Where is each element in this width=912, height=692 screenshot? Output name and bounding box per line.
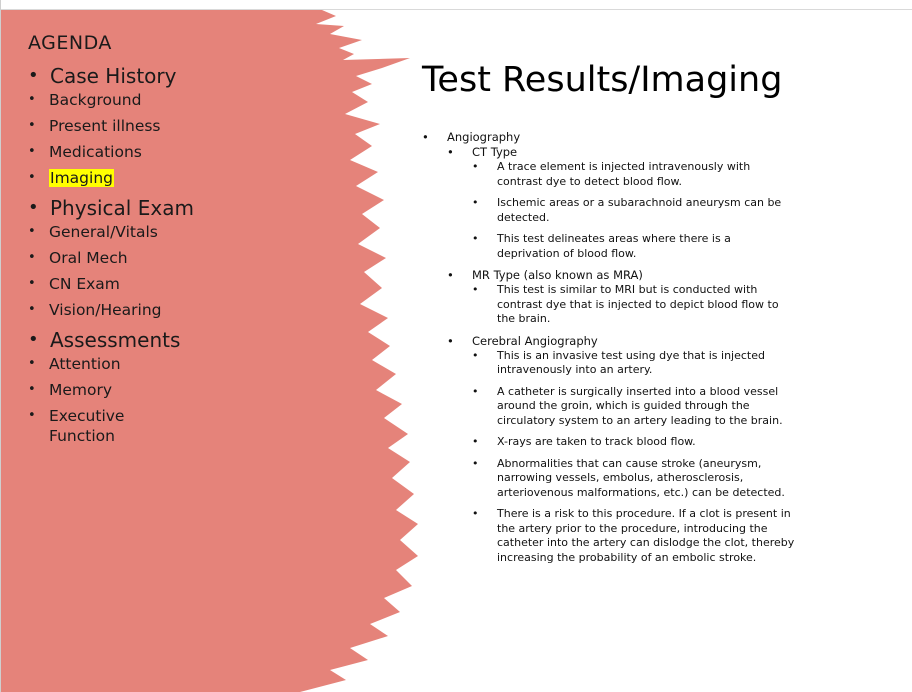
agenda-item-vision-hearing: • Vision/Hearing [28,300,268,320]
agenda-item-executive-function: • Executive Function [28,406,139,446]
agenda-subitems [28,222,268,320]
list-item: • This test is similar to MRI but is conducted with contrast dye that is injected to depict blood flow to the brain. [472,283,797,327]
agenda-item-cn-exam: • CN Exam [28,274,268,294]
agenda-item-imaging [28,168,268,188]
point-list [472,349,862,566]
agenda-item-attention: • Attention [28,354,268,374]
highlighted-current-item: Imaging [50,169,113,187]
subtopic-mr-type [447,268,862,327]
agenda-item-oral-mech: • Oral Mech [28,248,268,268]
agenda-subitems [28,90,268,188]
list-item: • X-rays are taken to track blood flow. [472,435,797,450]
list-item: • Ischemic areas or a subarachnoid aneurysm can be detected. [472,196,797,225]
point-list [472,283,862,327]
slide-title: Test Results/Imaging [422,60,783,100]
list-item: • A trace element is injected intravenously with contrast dye to detect blood flow. [472,160,797,189]
slide-canvas [0,10,912,692]
agenda-panel [28,32,268,452]
agenda-section-case-history [28,62,268,188]
topic-list [422,130,862,565]
subtopic-ct-type [447,145,862,261]
topic-item [422,130,862,565]
topic-label: Angiography [447,130,521,144]
agenda-section-label: • Physical Exam [28,194,268,222]
list-item: • This is an invasive test using dye that is injected intravenously into an artery. [472,349,797,378]
list-item: • There is a risk to this procedure. If a clot is present in the artery prior to the procedure, introducing the catheter into the artery can dislodge the clot, thereby increasing the probability of an embolic stroke. [472,507,797,565]
list-item: • A catheter is surgically inserted into a blood vessel around the groin, which is guided through the circulatory system to an artery leading to the brain. [472,385,797,429]
agenda-item-memory: • Memory [28,380,268,400]
list-item: • This test delineates areas where there is a deprivation of blood flow. [472,232,797,261]
window-left-edge [0,0,1,692]
agenda-item-background: • Background [28,90,268,110]
subtopic-label: MR Type (also known as MRA) [472,268,643,282]
agenda-item-medications: • Medications [28,142,268,162]
window-top-edge [0,0,912,10]
subtopic-list [447,145,862,565]
point-list [472,160,862,261]
agenda-section-label: • Assessments [28,326,268,354]
slide-content [422,130,862,572]
agenda-section-assessments [28,326,268,446]
agenda-sections [28,62,268,446]
subtopic-label: Cerebral Angiography [472,333,598,348]
subtopic-cerebral-angiography [447,334,862,566]
list-item: • Abnormalities that can cause stroke (aneurysm, narrowing vessels, embolus, atherosclerosis, arteriovenous malformations, etc.) can be detected. [472,457,797,501]
subtopic-label: CT Type [472,145,518,159]
agenda-title: AGENDA [28,32,112,54]
agenda-section-physical-exam [28,194,268,320]
agenda-section-label: • Case History [28,62,268,90]
agenda-item-general-vitals: • General/Vitals [28,222,268,242]
agenda-item-present-illness: • Present illness [28,116,268,136]
agenda-subitems [28,354,268,446]
